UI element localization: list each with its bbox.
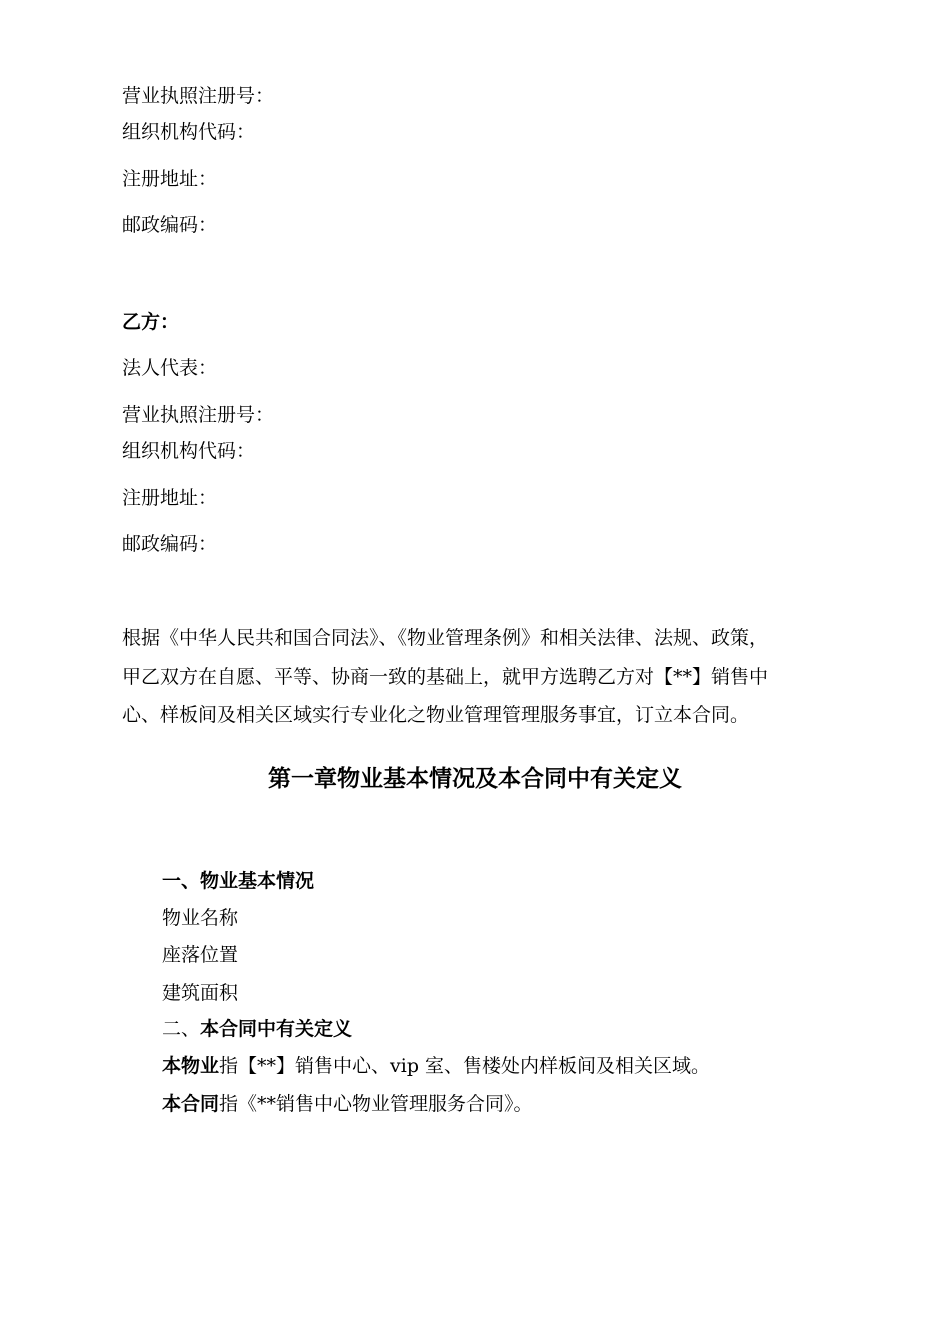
- party-b-reg-address-label: 注册地址：: [122, 487, 218, 509]
- property-location-item: 座落位置: [162, 944, 239, 966]
- definition-contract: [162, 1092, 533, 1116]
- section-1-heading: 一、物业基本情况: [162, 870, 315, 892]
- party-b-business-license-label: 营业执照注册号：: [122, 404, 275, 426]
- definition-property: [162, 1054, 710, 1078]
- party-a-business-license-label: 营业执照注册号：: [122, 85, 275, 107]
- party-b-legal-rep-label: 法人代表：: [122, 357, 218, 379]
- party-b-heading: 乙方：: [122, 311, 180, 333]
- definition-term: 本物业: [162, 1055, 220, 1077]
- property-area-item: 建筑面积: [162, 982, 239, 1004]
- party-a-org-code-label: 组织机构代码：: [122, 121, 256, 143]
- party-b-org-code-label: 组织机构代码：: [122, 440, 256, 462]
- preamble-line-1: 根据《中华人民共和国合同法》、《物业管理条例》和相关法律、法规、政策，: [122, 627, 769, 649]
- party-a-postal-code-label: 邮政编码：: [122, 214, 218, 236]
- definition-text: 指【**】销售中心、vip 室、售楼处内样板间及相关区域。: [219, 1055, 711, 1077]
- preamble-line-2: 甲乙双方在自愿、平等、协商一致的基础上，就甲方选聘乙方对【**】销售中: [122, 666, 769, 688]
- section-2-heading: [162, 1017, 352, 1041]
- preamble-line-3: 心、样板间及相关区域实行专业化之物业管理管理服务事宜，订立本合同。: [122, 704, 750, 726]
- chapter-title: 第一章物业基本情况及本合同中有关定义: [268, 766, 682, 792]
- section-2-heading-text: 本合同中有关定义: [200, 1018, 353, 1040]
- party-a-reg-address-label: 注册地址：: [122, 168, 218, 190]
- section-2-heading-prefix: 二、: [162, 1018, 201, 1040]
- property-name-item: 物业名称: [162, 907, 239, 929]
- definition-term: 本合同: [162, 1093, 220, 1115]
- definition-text: 指《**销售中心物业管理服务合同》。: [219, 1093, 533, 1115]
- party-b-postal-code-label: 邮政编码：: [122, 533, 218, 555]
